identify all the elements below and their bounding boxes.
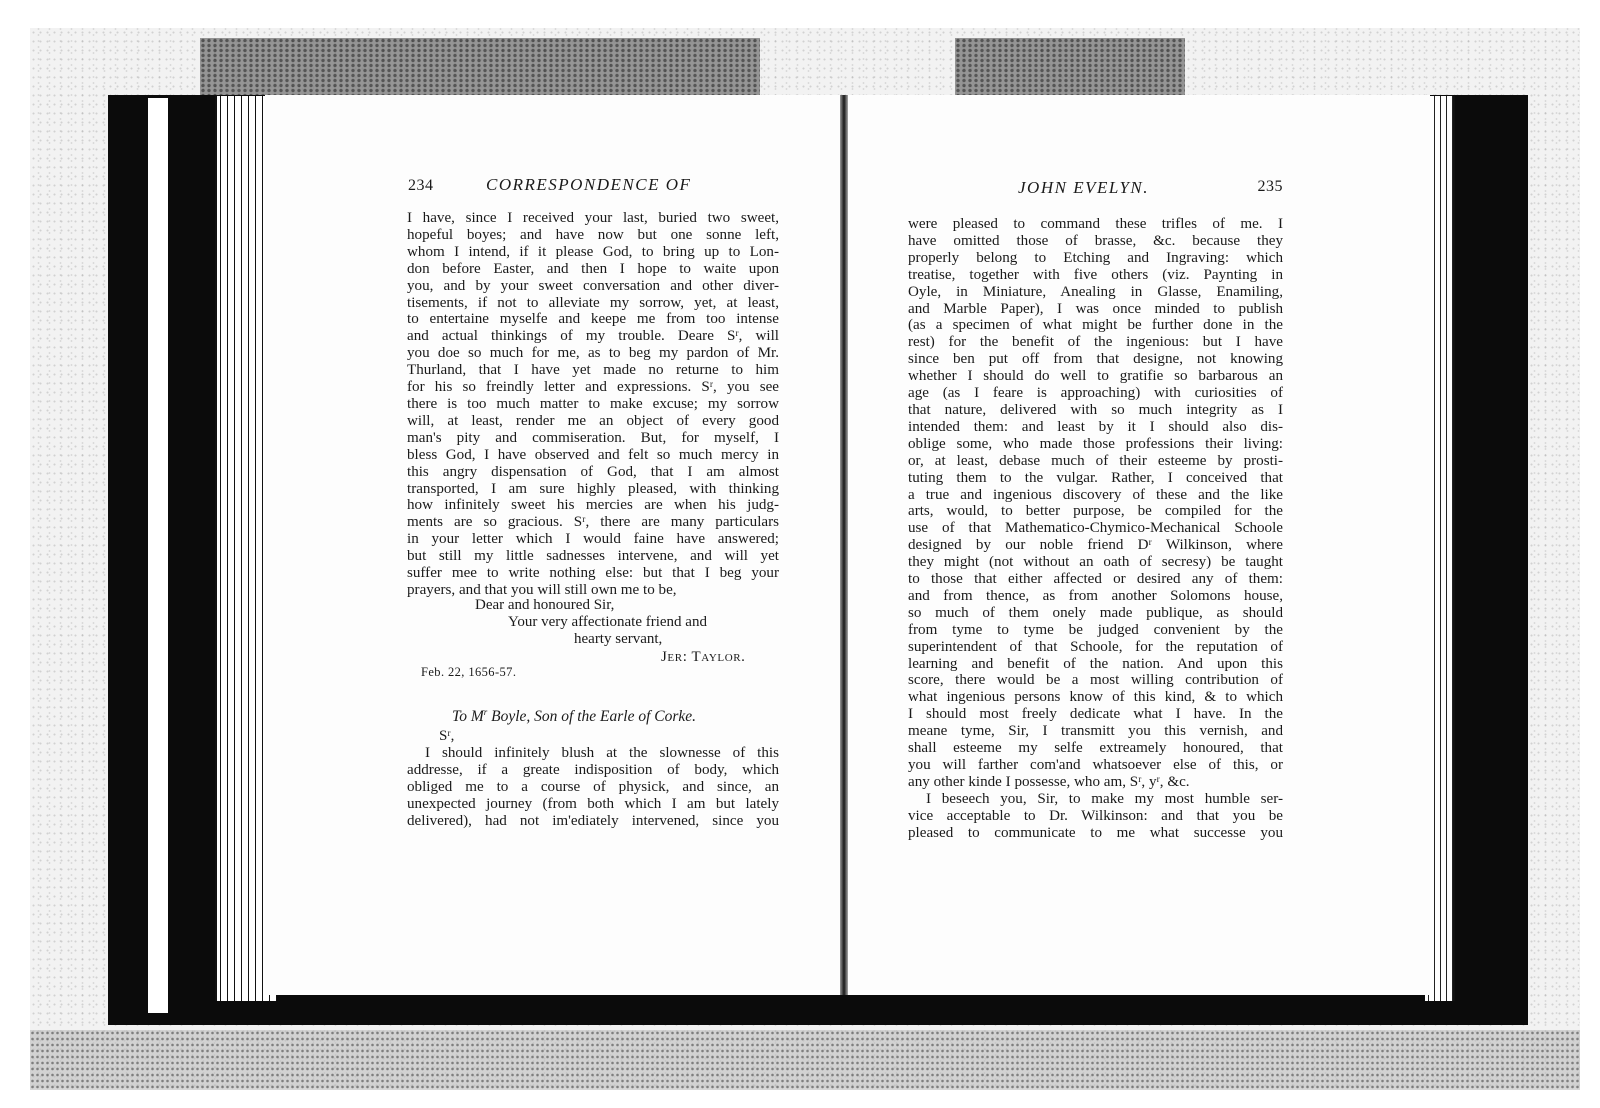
scan-shadow-left: [200, 38, 760, 96]
text-line: this angry dispensation of God, that I am almost: [407, 463, 779, 480]
text-line: any other kinde I possesse, who am, Sʳ, yʳ, &c.: [908, 773, 1190, 790]
left-running-head: [408, 175, 748, 195]
text-line: transported, I am sure highly pleased, with thinking: [407, 480, 779, 497]
text-line: age (as I feare is approaching) with curiosities of: [908, 385, 1283, 402]
text-line: in your letter which I would faine have answered;: [407, 531, 779, 548]
text-line: you will farther com'and whatsoever else of this, or: [908, 757, 1283, 773]
text-line: rest) for the benefit of the ingenious: but I have: [908, 334, 1283, 351]
scan-bottom-strip: [30, 1030, 1580, 1090]
text-line: what ingenious persons know of this kind, & to which: [908, 689, 1283, 706]
text-line: but still my little sadnesses intervene, and will yet: [407, 548, 779, 565]
letter-salutation: Sʳ,: [439, 728, 455, 744]
left-page: [265, 95, 840, 995]
text-line: whom I intend, if it please God, to bring up to Lon-: [407, 243, 779, 260]
text-line: have omitted those of brasse, &c. because they: [908, 232, 1283, 249]
book-gutter: [840, 95, 848, 995]
text-line: designed by our noble friend Dʳ Wilkinson, where: [908, 537, 1283, 554]
text-line: were pleased to command these trifles of me. I: [908, 216, 1283, 232]
right-page: [848, 95, 1430, 995]
text-line: man's pity and commiseration. But, for myself, I: [407, 429, 779, 446]
text-line: suffer mee to write nothing else: but that I beg your: [407, 565, 779, 582]
scan-shadow-right: [955, 38, 1185, 96]
letter-boyle-body: [407, 745, 779, 830]
text-line: will, at least, render me an object of every good: [407, 412, 779, 429]
text-line: and actual thinkings of my trouble. Deare Sʳ, will: [407, 328, 779, 345]
text-line: you doe so much for me, as to beg my pardon of Mr.: [407, 345, 779, 362]
cover-edge: [148, 98, 168, 1013]
right-page-number: 235: [1257, 178, 1283, 195]
text-line: pleased to communicate to me what successe you: [908, 824, 1283, 841]
text-line: a true and ingenious discovery of these and the like: [908, 486, 1283, 503]
text-line: I should infinitely blush at the slownesse of this: [425, 745, 779, 761]
text-line: obliged me to a course of physick, and since, an: [407, 778, 779, 795]
text-line: oblige some, who made those professions their living:: [908, 435, 1283, 452]
text-line: learning and benefit of the nation. And upon this: [908, 655, 1283, 672]
text-line: properly belong to Etching and Ingraving: which: [908, 249, 1283, 266]
text-line: to entertaine myselfe and keepe me from too intense: [407, 311, 779, 328]
text-line: score, there would be a most willing contribution of: [908, 672, 1283, 689]
text-line: arts, would, to better purpose, be compiled for the: [908, 503, 1283, 520]
text-line: shall esteeme my selfe extreamely honoured, that: [908, 740, 1283, 757]
text-line: prayers, and that you will still own me to be,: [407, 581, 677, 598]
text-line: whether I should do well to gratifie so barbarous an: [908, 368, 1283, 385]
left-page-title: CORRESPONDENCE OF: [486, 175, 692, 194]
text-line: how infinitely sweet his mercies are when his judg-: [407, 497, 779, 514]
text-line: they might (not without an oath of secresy) be taught: [908, 554, 1283, 571]
text-line: that nature, delivered with so much integrity as I: [908, 401, 1283, 418]
text-line: tisements, if not to alleviate my sorrow, yet, at least,: [407, 294, 779, 311]
text-line: I beseech you, Sir, to make my most humble ser-: [926, 790, 1283, 807]
text-line: and Marble Paper), I was once minded to publish: [908, 300, 1283, 317]
text-line: intended them: and least by it I should also dis-: [908, 418, 1283, 435]
letter-date: Feb. 22, 1656-57.: [421, 665, 517, 679]
text-line: tuting them to the vulgar. Rather, I conceived that: [908, 469, 1283, 486]
text-line: I should most freely dedicate what I have. In the: [908, 706, 1283, 723]
text-line: treatise, together with five others (viz. Paynting in: [908, 266, 1283, 283]
closing-servant: hearty servant,: [574, 631, 663, 647]
letter-taylor-body: [407, 210, 779, 599]
text-line: vice acceptable to Dr. Wilkinson: and that you be: [908, 807, 1283, 824]
text-line: (as a specimen of what might be further done in the: [908, 317, 1283, 334]
left-page-number: 234: [408, 177, 434, 194]
text-line: superintendent of that Schoole, for the reputation of: [908, 638, 1283, 655]
text-line: Oyle, in Miniature, Anealing in Glasse, Enamiling,: [908, 283, 1283, 300]
right-page-title: JOHN EVELYN.: [1018, 178, 1149, 197]
text-line: Thurland, that I have yet made no returne to him: [407, 362, 779, 379]
closing-line: Your very affectionate friend and: [508, 614, 707, 630]
closing-salutation: Dear and honoured Sir,: [475, 597, 615, 613]
text-line: I have, since I received your last, buried two sweet,: [407, 210, 779, 226]
text-line: meane tyme, Sir, I transmitt you this vernish, and: [908, 723, 1283, 740]
text-line: don before Easter, and then I hope to waite upon: [407, 260, 779, 277]
letter-evelyn-body: [908, 216, 1283, 842]
right-running-head: [1018, 178, 1283, 198]
text-line: delivered), had not im'ediately intervened, since you: [407, 812, 779, 829]
text-line: ments are so gracious. Sʳ, there are many particulars: [407, 514, 779, 531]
text-line: to those that either affected or desired any of them:: [908, 571, 1283, 588]
text-line: bless God, I have observed and felt so much mercy in: [407, 446, 779, 463]
text-line: and from thence, as from another Solomons house,: [908, 587, 1283, 604]
letter-heading: To $M^r$ Boyle, Son of the Earle of Corke.: [452, 706, 697, 725]
text-line: addresse, if a greate indisposition of body, which: [407, 761, 779, 778]
text-line: you, and by your sweet conversation and other diver-: [407, 277, 779, 294]
text-line: from tyme to tyme be judged convenient by the: [908, 621, 1283, 638]
text-line: since ben put off from that designe, not knowing: [908, 351, 1283, 368]
text-line: there is too much matter to make excuse; my sorrow: [407, 395, 779, 412]
text-line: for his so freindly letter and expressions. Sʳ, you see: [407, 379, 779, 396]
text-line: use of that Mathematico-Chymico-Mechanical Schoole: [908, 520, 1283, 537]
text-line: hopeful boyes; and have now but one sonne left,: [407, 226, 779, 243]
text-line: unexpected journey (from both which I am but lately: [407, 795, 779, 812]
text-line: or, at least, debase much of their esteeme by prosti-: [908, 452, 1283, 469]
signature: Jer: Taylor.: [661, 649, 746, 665]
text-line: so much of them onely made publique, as should: [908, 604, 1283, 621]
